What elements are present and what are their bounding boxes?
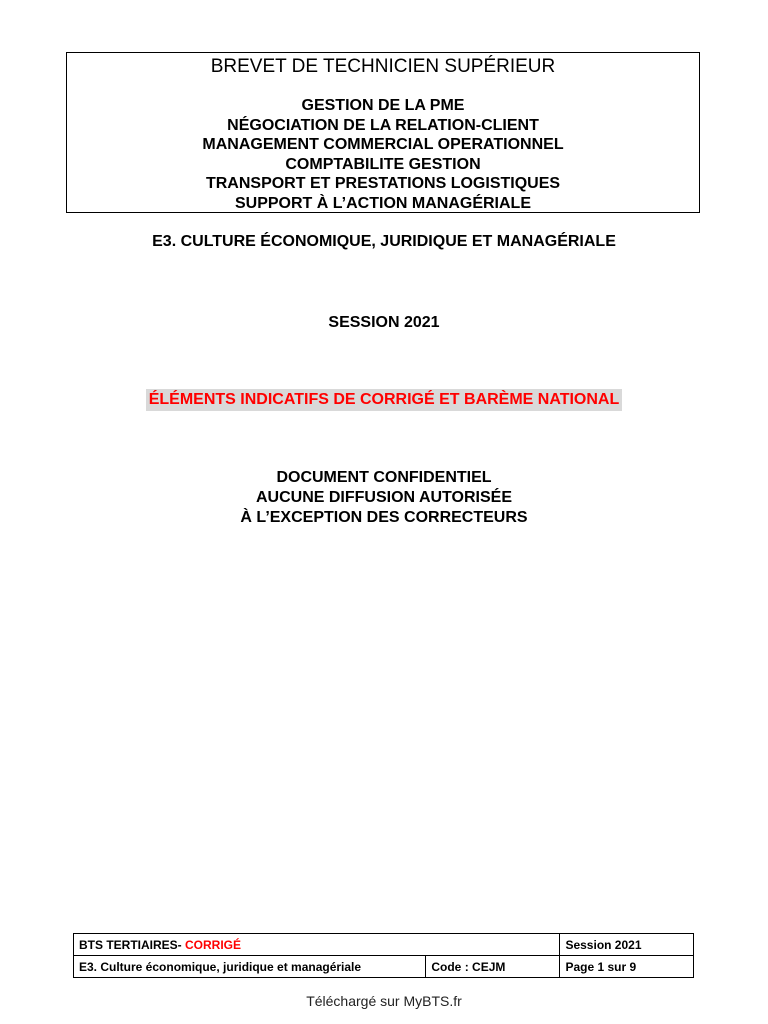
footer-session: Session 2021 — [560, 934, 694, 956]
specialty-item: GESTION DE LA PME — [301, 97, 465, 114]
confidential-notice — [0, 468, 768, 528]
footer-corrige-label: CORRIGÉ — [185, 937, 242, 952]
footer-subject: E3. Culture économique, juridique et managériale — [74, 956, 426, 978]
footer-page-number: Page 1 sur 9 — [560, 956, 694, 978]
specialty-item: SUPPORT À L’ACTION MANAGÉRIALE — [234, 194, 531, 212]
download-note: Téléchargé sur MyBTS.fr — [306, 993, 462, 1009]
footer-program: BTS TERTIAIRES- — [79, 937, 182, 952]
footer-row — [74, 934, 694, 956]
footer-code: Code : CEJM — [426, 956, 560, 978]
confidential-line: À L’EXCEPTION DES CORRECTEURS — [240, 509, 528, 526]
specialty-item: COMPTABILITE GESTION — [285, 155, 481, 173]
specialty-list — [67, 96, 699, 214]
specialty-item: NÉGOCIATION DE LA RELATION-CLIENT — [227, 116, 539, 134]
footer-row — [74, 956, 694, 978]
specialty-item: TRANSPORT ET PRESTATIONS LOGISTIQUES — [205, 175, 561, 193]
footer-table — [73, 933, 694, 978]
confidential-line: DOCUMENT CONFIDENTIEL — [276, 469, 492, 486]
confidential-line: AUCUNE DIFFUSION AUTORISÉE — [255, 489, 512, 506]
corrige-banner: ÉLÉMENTS INDICATIFS DE CORRIGÉ ET BARÈME NATIONAL — [146, 389, 623, 411]
title-box — [66, 52, 700, 213]
footer-program-cell — [74, 934, 560, 956]
specialty-item: MANAGEMENT COMMERCIAL OPERATIONNEL — [202, 136, 564, 154]
corrige-banner-wrap — [0, 389, 768, 411]
exam-subject: E3. CULTURE ÉCONOMIQUE, JURIDIQUE ET MANAGÉRIALE — [152, 233, 616, 250]
session-heading: SESSION 2021 — [328, 314, 440, 331]
diploma-title: BREVET DE TECHNICIEN SUPÉRIEUR — [210, 56, 556, 77]
